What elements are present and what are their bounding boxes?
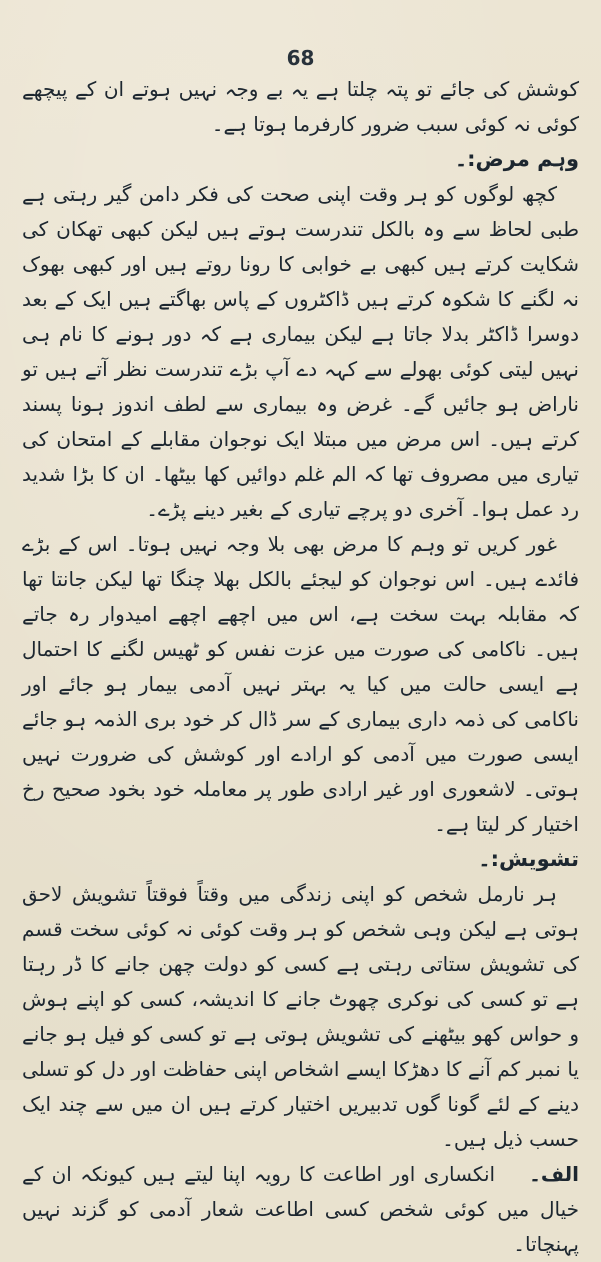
paragraph-continuation: کوشش کی جائے تو پتہ چلتا ہے یہ بے وجہ نہیں ہوتے ان کے پیچھے کوئی نہ کوئی سبب ضرور کارفرما ہوتا ہے۔ <box>22 77 579 136</box>
paragraph-hypochondria: کچھ لوگوں کو ہر وقت اپنی صحت کی فکر دامن گیر رہتی ہے طبی لحاظ سے وہ بالکل تندرست ہوتے ہیں لیکن کبھی تھکان کی شکایت کرتے ہیں کبھی بے خوابی کا رونا روتے ہیں اور کبھی بھوک نہ لگنے کا شکوہ کرتے ہیں ڈاکٹروں کے پاس بھاگتے ہیں ایک کے بعد دوسرا ڈاکٹر بدلا جاتا ہے لیکن بیماری ہے کہ دور ہونے کا نام ہی نہیں لیتی کوئی بھولے سے کہہ دے آپ بڑے تندرست نظر آتے ہیں تو ناراض ہو جائیں گے۔ غرض وہ بیماری سے لطف اندوز ہونا پسند کرتے ہیں۔ اس مرض میں مبتلا ایک نوجوان مقابلے کے امتحان کی تیاری میں مصروف تھا کہ الم غلم دوائیں کھا بیٹھا۔ ان کا بڑا شدید رد عمل ہوا۔ آخری دو پرچے تیاری کے بغیر دینے پڑے۔ <box>22 182 579 521</box>
list-marker-alif: الف۔ <box>529 1162 579 1186</box>
list-item-alif-text: انکساری اور اطاعت کا رویہ اپنا لیتے ہیں کیونکہ ان کے خیال میں کوئی شخص کسی اطاعت شعار آدمی کو گزند نہیں پہنچاتا۔ <box>22 1162 579 1256</box>
heading-anxiety: تشویش:۔ <box>478 847 579 871</box>
page-number: 68 <box>286 46 315 70</box>
paragraph-anxiety: ہر نارمل شخص کو اپنی زندگی میں وقتاً فوقتاً تشویش لاحق ہوتی ہے لیکن وہی شخص کو ہر وقت کوئی نہ کوئی سخت قسم کی تشویش ستاتی رہتی ہے کسی کو دولت چھن جانے کا ڈر رہتا ہے تو کسی کی نوکری چھوٹ جانے کا اندیشہ، کسی کو اپنے ہوش و حواس کھو بیٹھنے کی تشویش ہوتی ہے تو کسی کو فیل ہو جانے یا نمبر کم آنے کا دھڑکا ایسے اشخاص اپنی حفاظت اور دل کو تسلی دینے کے لئے گونا گوں تدبیریں اختیار کرتے ہیں ان میں سے چند ایک حسب ذیل ہیں۔ <box>22 882 579 1151</box>
heading-hypochondria: وہم مرض:۔ <box>454 147 579 171</box>
list-item-alif <box>22 1157 579 1262</box>
paragraph-hypochondria-benefits: غور کریں تو وہم کا مرض بھی بلا وجہ نہیں ہوتا۔ اس کے بڑے فائدے ہیں۔ اس نوجوان کو لیجئے بالکل بھلا چنگا تھا لیکن جانتا تھا کہ مقابلہ بہت سخت ہے، اس میں اچھے اچھے امیدوار رہ جاتے ہیں۔ ناکامی کی صورت میں عزت نفس کو ٹھیس لگنے کا احتمال ہے ایسی حالت میں کیا یہ بہتر نہیں آدمی بیمار ہو جائے اور ناکامی کی ذمہ داری بیماری کے سر ڈال کر خود بری الذمہ ہو جائے ایسی صورت میں آدمی کو ارادے اور کوشش کی ضرورت نہیں ہوتی۔ لاشعوری اور غیر ارادی طور پر معاملہ خود بخود صحیح رخ اختیار کر لیتا ہے۔ <box>22 532 579 836</box>
page-text <box>22 72 579 1262</box>
